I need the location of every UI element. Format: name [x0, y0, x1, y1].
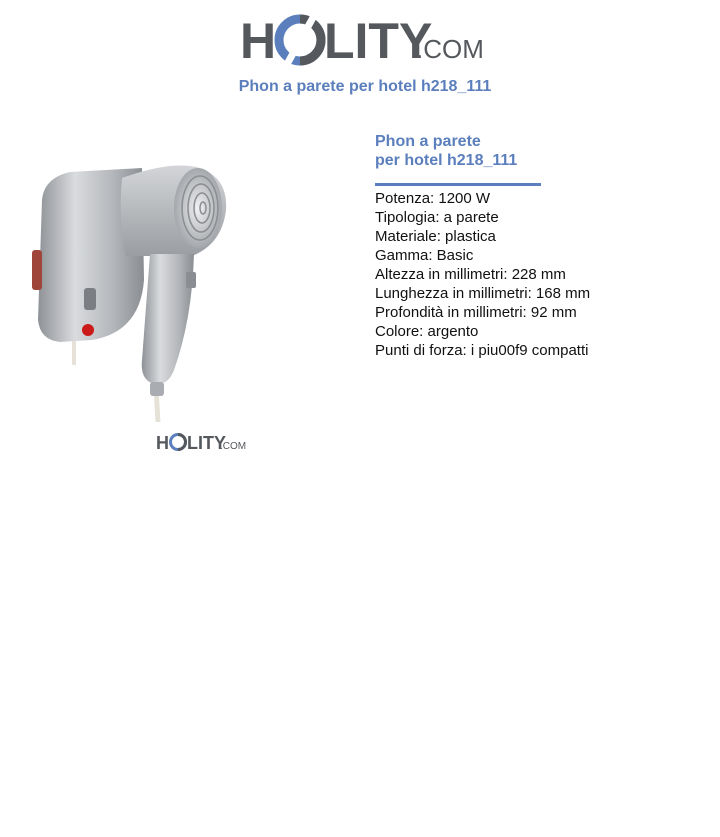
product-info [375, 132, 705, 360]
logo-letters-left: H [240, 13, 277, 69]
spec-item: Tipologia: a parete [375, 209, 499, 226]
spec-item: Potenza: 1200 W [375, 190, 491, 207]
spec-item: Profondità in millimetri: 92 mm [375, 304, 577, 321]
spec-item: Punti di forza: i piu00f9 compatti [375, 342, 589, 359]
logo-o-icon [279, 14, 321, 66]
spec-list [375, 189, 705, 360]
page-title: Phon a parete per hotel h218_111 [238, 78, 492, 95]
holity-logo [240, 8, 485, 70]
title-divider [375, 183, 541, 186]
spec-item: Lunghezza in millimetri: 168 mm [375, 285, 591, 302]
small-logo-o-icon [171, 435, 186, 450]
small-logo-letters-left: H [156, 433, 169, 453]
spec-item: Gamma: Basic [375, 247, 474, 264]
spec-item: Colore: argento [375, 323, 479, 340]
product-title-line1: Phon a parete [375, 133, 481, 150]
spec-item: Materiale: plastica [375, 228, 496, 245]
holity-logo-small [156, 430, 246, 454]
hair-dryer-icon [22, 160, 252, 425]
product-title [375, 132, 705, 170]
logo-letters-right: LITY [324, 13, 433, 69]
small-logo-letters-right: LITY [187, 433, 226, 453]
logo-suffix: .COM [416, 34, 484, 64]
spec-item: Altezza in millimetri: 228 mm [375, 266, 566, 283]
small-logo-suffix: .COM [220, 441, 246, 452]
product-title-line2: per hotel h218_111 [375, 152, 518, 169]
